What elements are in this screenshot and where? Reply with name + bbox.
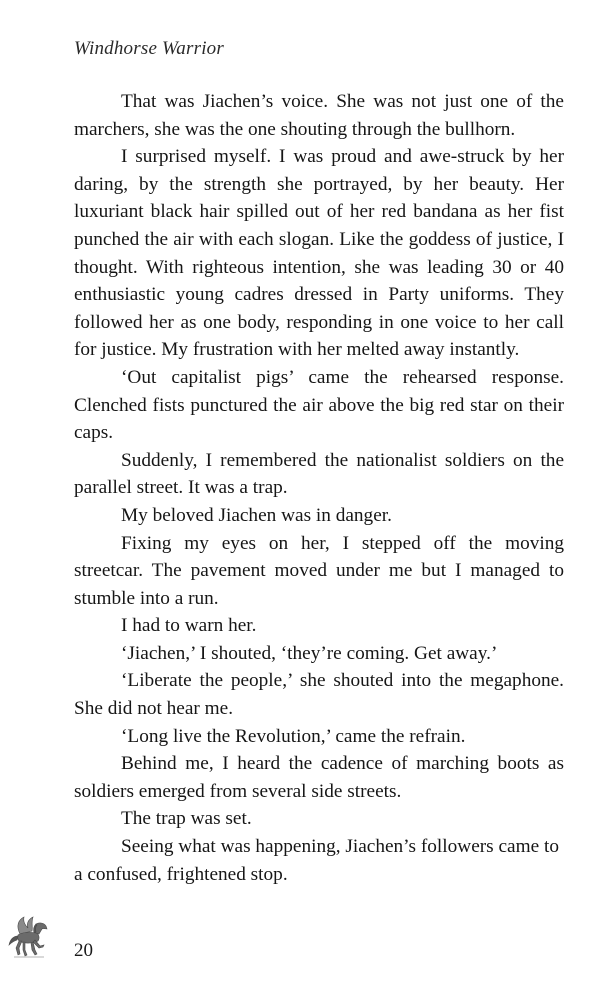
- paragraph: I surprised myself. I was proud and awe-struck by her daring, by the strength she portrayed, by her beauty. Her luxuriant black hair spilled out of her red bandana as her fist punched the air with each slogan. Like the goddess of justice, I thought. With righteous intention, she was leading 30 or 40 enthusiastic young cadres dressed in Party uniforms. They followed her as one body, responding in one voice to her call for justice. My frustration with her melted away instantly.: [74, 146, 564, 361]
- paragraph: ‘Out capitalist pigs’ came the rehearsed response. Clenched fists punctured the air above the big red star on their caps.: [74, 366, 564, 444]
- body-text: [74, 88, 564, 888]
- page-footer: [0, 912, 600, 972]
- paragraph: My beloved Jiachen was in danger.: [121, 504, 392, 526]
- paragraph: That was Jiachen’s voice. She was not just one of the marchers, she was the one shouting through the bullhorn.: [74, 91, 564, 140]
- paragraph: Suddenly, I remembered the nationalist soldiers on the parallel street. It was a trap.: [74, 449, 564, 499]
- paragraph: Seeing what was happening, Jiachen’s followers came to a confused, frightened stop.: [74, 836, 559, 885]
- windhorse-icon: [6, 914, 52, 962]
- paragraph: Behind me, I heard the cadence of marching boots as soldiers emerged from several side streets.: [74, 753, 564, 802]
- paragraph: I had to warn her.: [121, 615, 257, 637]
- paragraph: Fixing my eyes on her, I stepped off the moving streetcar. The pavement moved under me but I managed to stumble into a run.: [74, 532, 564, 609]
- page-number: 20: [74, 940, 93, 961]
- running-head-title: Windhorse Warrior: [74, 38, 224, 59]
- paragraph: ‘Liberate the people,’ she shouted into the megaphone. She did not hear me.: [74, 670, 564, 720]
- paragraph: ‘Long live the Revolution,’ came the refrain.: [121, 725, 466, 747]
- paragraph: The trap was set.: [121, 808, 252, 830]
- paragraph: ‘Jiachen,’ I shouted, ‘they’re coming. Get away.’: [121, 642, 498, 664]
